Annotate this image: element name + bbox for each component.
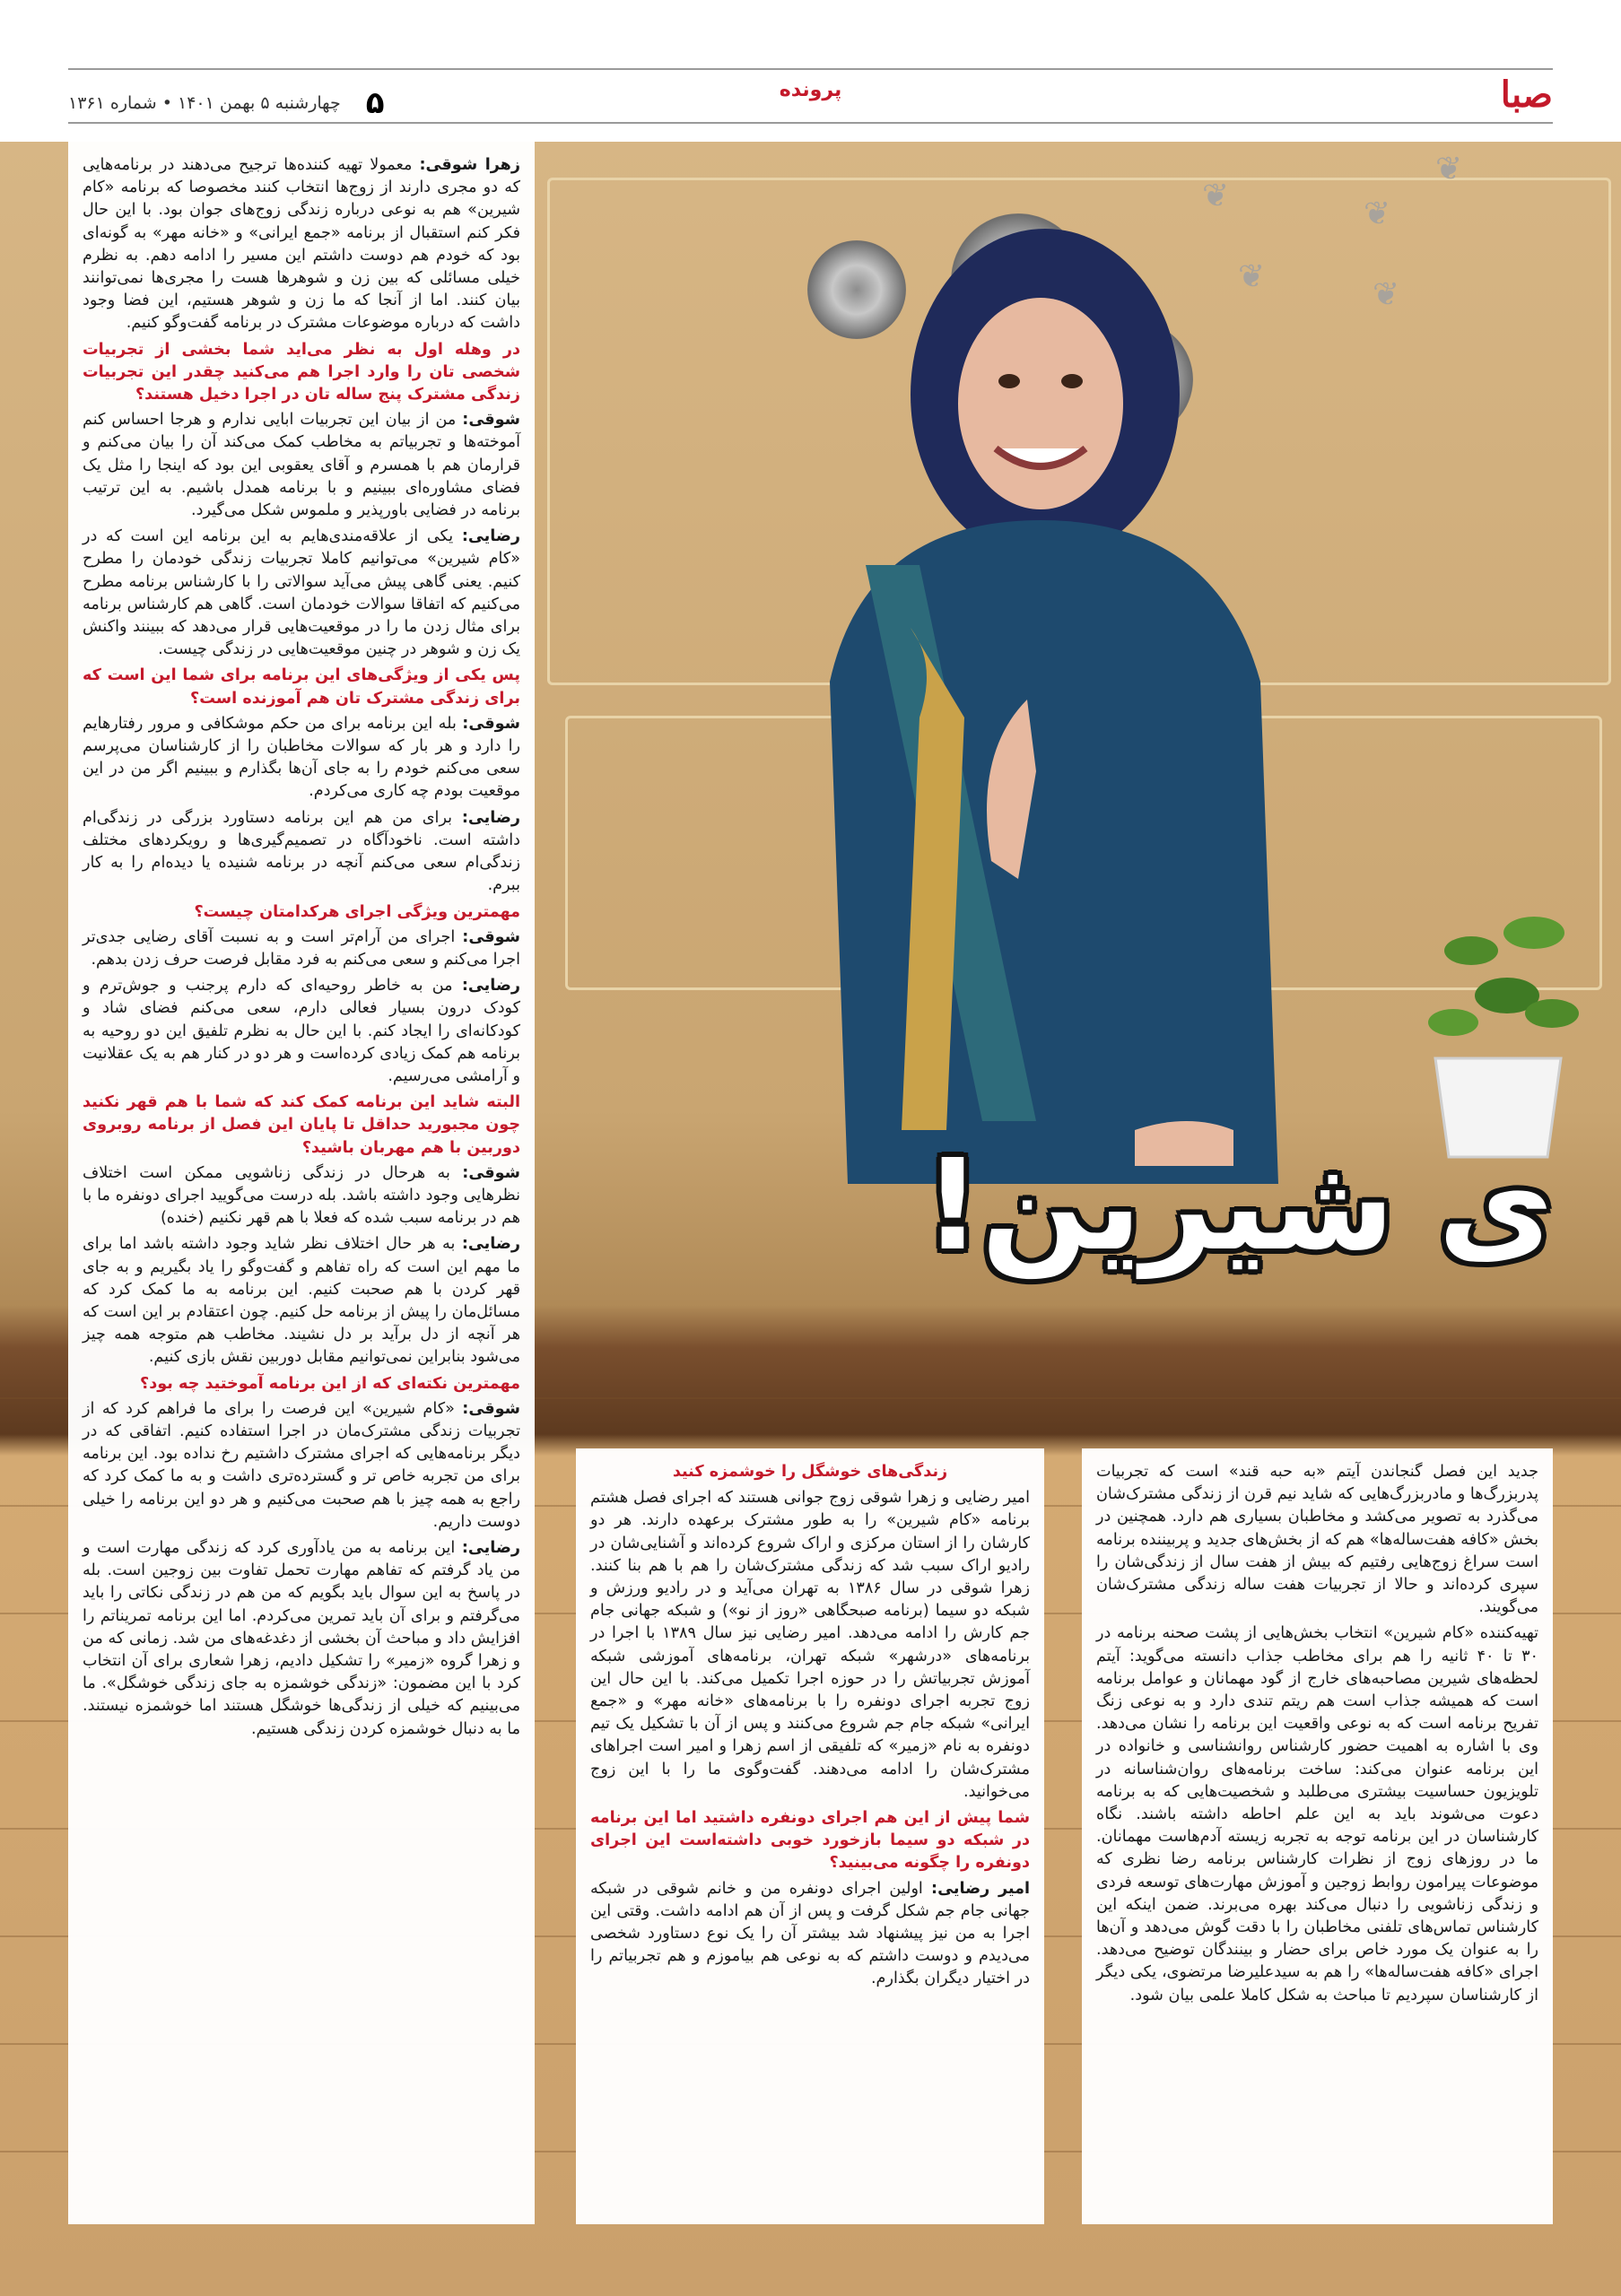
paragraph (83, 926, 520, 971)
butterfly-icon: ❦ (1202, 178, 1230, 214)
leaf-shape (1503, 917, 1564, 949)
interview-question: پس یکی از ویژگی‌های این برنامه برای شما این است که برای زندگی مشترک تان هم آموزنده است؟ (83, 666, 520, 708)
article-column-right (1082, 1448, 1553, 2224)
publication-logo: صبا (1500, 74, 1553, 116)
leaf-shape (1428, 1009, 1478, 1036)
issue-date: چهارشنبه ۵ بهمن ۱۴۰۱ • شماره ۱۳۶۱ (68, 93, 341, 113)
butterfly-icon: ❦ (1373, 276, 1400, 313)
speaker-name: رضایی: (461, 1235, 520, 1254)
paragraph (83, 975, 520, 1088)
paragraph-text: برای من هم این برنامه دستاورد بزرگی در زندگی‌ام داشته است. ناخودآگاه در تصمیم‌گیری‌ها و رویکردهای مختلف زندگی‌ام سعی می‌کنم آنچه در برنامه شنیده یا دیده‌ام را به کار ببرم. (83, 808, 520, 895)
speaker-name: زهرا شوقی: (419, 156, 520, 174)
paragraph-text: یکی از علاقه‌مندی‌هایم به این برنامه این است که در «کام شیرین» می‌توانیم کاملا تجربیات زندگی خودمان را مطرح کنیم. یعنی گاهی پیش می‌آید سوالاتی را با کارشناس برنامه مطرح می‌کنیم که اتفاقا سوالات خودمان است. گاهی هم کارشناس برنامه برای مثال زدن ما را در موقعیت‌هایی قرار می‌دهد که ببینند واکنش یک زن و شوهر در چنین موقعیت‌هایی در زندگی چیست. (83, 527, 520, 659)
butterfly-icon: ❦ (1435, 151, 1463, 187)
paragraph (590, 1487, 1030, 1804)
eye-shape (998, 374, 1020, 388)
paragraph-text: اجرای من آرام‌تر است و به نسبت آقای رضایی جدی‌تر اجرا می‌کنم و سعی می‌کنم به فرد مقابل فرصت حرف زدن بدهم. (83, 927, 520, 969)
eye-shape (1061, 374, 1083, 388)
interview-question: مهمترین ویژگی اجرای هرکدامتان چیست؟ (194, 902, 520, 921)
paragraph (83, 1398, 520, 1534)
paragraph-text: به هرحال در زندگی زناشویی ممکن است اختلاف نظرهایی وجود داشته باشد. بله درست می‌گویید اجرای دونفره ما با هم در برنامه سبب شده که فعلا با هم قهر نکنیم (خنده) (83, 1163, 520, 1228)
paragraph-text: امیر رضایی و زهرا شوقی زوج جوانی هستند که اجرای فصل هشتم برنامه «کام شیرین» را به طور مشترک برعهده دارند. هر دو کارشان را از استان مرکزی و اراک شروع کرده‌اند و آشنایی‌شان در رادیو اراک سبب شد که زندگی مشترک‌شان را هم با هم بنا کنند. زهرا شوقی در سال ۱۳۸۶ به تهران می‌آید و در رادیو ورزش و شبکه دو سیما (برنامه صبحگاهی «روز از نو») و شبکه جهانی جام جم کارش را ادامه می‌دهد. امیر رضایی نیز سال ۱۳۸۹ با اجرا در برنامه‌های «درشهر» شبکه تهران، برنامه‌های آموزشی شبکه آموزش تجربیاتش را در حوزه اجرا تکمیل می‌کند. با این حال این زوج تجربه اجرای دونفره را با برنامه‌های «خانه مهر» و «جمع ایرانی» شبکه جام جم شروع می‌کنند و پس از آن با تشکیل یک تیم دونفره به نام «زمیر» که تلفیقی از اسم زهرا و امیر است اجراهای مشترک‌شان را ادامه می‌دهند. گفت‌وگوی ما را با این زوج می‌خوانید. (590, 1489, 1030, 1801)
leaf-shape (1525, 999, 1579, 1028)
paragraph (83, 1162, 520, 1231)
article-column-left (68, 142, 535, 2224)
speaker-name: امیر رضایی: (931, 1879, 1030, 1898)
speaker-name: رضایی: (461, 527, 520, 546)
paragraph (83, 154, 520, 335)
speaker-name: شوقی: (462, 927, 520, 946)
paragraph-text: «کام شیرین» این فرصت را برای ما فراهم کرد که از تجربیات زندگی مشترک‌مان در اجرا استفاده کنیم. اتفاقی که در دیگر برنامه‌هایی که اجرای مشترک داشتیم رخ نداده بود. این برنامه برای من تجربه خاص تر و گسترده‌تری داشت و به ما کمک کرد که راجع به همه چیز با هم صحبت می‌کنیم و هر دو این برنامه را خیلی دوست داریم. (83, 1399, 520, 1531)
speaker-name: شوقی: (462, 1163, 520, 1182)
paragraph-text: من به خاطر روحیه‌ای که دارم پرجنب و جوش‌ترم و کودک درون بسیار فعالی دارم، سعی می‌کنم فضای شاد و کودکانه‌ای را ایجاد کنم. با این حال به نظرم تلفیق این دو روحیه به برنامه هم کمک زیادی کرده‌است و هر دو در کنار هم به یک عقلانیت و آرامشی می‌رسیم. (83, 977, 520, 1085)
speaker-name: شوقی: (462, 411, 520, 430)
interview-question: مهمترین نکته‌ای که از این برنامه آموختید چه بود؟ (140, 1374, 520, 1393)
speaker-name: شوقی: (462, 714, 520, 733)
speaker-name: شوقی: (462, 1399, 520, 1418)
speaker-name: رضایی: (461, 977, 520, 996)
paragraph (1096, 1622, 1538, 2006)
paragraph-text: اولین اجرای دونفره من و خانم شوقی در شبکه جهانی جام جم شکل گرفت و پس از آن هم ادامه داشت. وقتی این اجرا به من نیز پیشنهاد شد بیشتر آن را یک نوع دستاورد شخصی می‌دیدم و دوست داشتم که به نوعی هم بیاموزم و هم تجربیاتم را در اختیار دیگران بگذارم. (590, 1879, 1030, 1988)
article-column-middle (576, 1448, 1044, 2224)
paragraph-text: جدید این فصل گنجاندن آیتم «به حبه قند» است که تجربیات پدربزرگ‌ها و مادربزرگ‌هایی که شاید نیم قرن از زندگی مشترک‌شان می‌گذرد به تصویر می‌کشد و مخاطبان بسیاری هم دارد. همچنین در بخش «کافه هفت‌ساله‌ها» هم که از بخش‌های جدید و پربیننده برنامه است سراغ زوج‌هایی رفتیم که بیش از هفت سال از زندگی‌شان را سپری کرده‌اند و حالا از تجربیات هفت ساله زندگی مشترک‌شان می‌گویند. (1096, 1463, 1538, 1617)
paragraph (83, 807, 520, 898)
paragraph-text: معمولا تهیه کننده‌ها ترجیح می‌دهند در برنامه‌هایی که دو مجری دارند از زوج‌ها انتخاب کنند مخصوصا که برنامه «کام شیرین» هم به نوعی درباره زندگی زوج‌های جوان بود. با این حال فکر کنم استقبال از برنامه «جمع ایرانی» و «خانه مهر» به گونه‌ای بود که خودم هم دوست داشتم این مسیر را ادامه دهم. به نظرم خیلی مسائلی که بین زن و شوهرها هست را مجری‌ها نمی‌توانند بیان کنند. اما از آنجا که ما زن و شوهر هستیم، این فضا وجود داشت که درباره موضوعات مشترک در برنامه گفت‌وگو کنیم. (83, 156, 520, 333)
speaker-name: رضایی: (461, 808, 520, 827)
paragraph-text: من از بیان این تجربیات ابایی ندارم و هرجا احساس کنم آموخته‌ها و تجربیاتم به مخاطب کمک می‌کند آن را بیان می‌کنم و قرارمان هم با همسرم و آقای یعقوبی این بود که اینجا را مثل یک فضای مشاوره‌ای ببینیم و با برنامه همدل باشیم. به این ترتیب برنامه در فضایی باورپذیر و ملموس شکل می‌گیرد. (83, 411, 520, 520)
paragraph-text: تهیه‌کننده «کام شیرین» انتخاب بخش‌هایی از پشت صحنه برنامه در ۳۰ تا ۴۰ ثانیه را هم برای مخاطب جذاب دانسته می‌گوید: آیتم لحظه‌های شیرین مصاحبه‌های خارج از گود مهمانان و عوامل برنامه است که همیشه جذاب است هم ریتم تندی دارد و به نوعی زنگ تفریح برنامه است که به نوعی واقعیت این برنامه را نشان می‌دهد. وی با اشاره به اهمیت حضور کارشناس روانشناسی و خانواده در این برنامه عنوان می‌کند: ساخت برنامه‌های روان‌شناسانه در تلویزیون حساسیت بیشتری می‌طلبد و شخصیت‌هایی که به برنامه دعوت می‌شوند باید به این علم احاطه داشته باشند. نگاه کارشناسان در این برنامه توجه به تجربه زیسته آدم‌هاست مهمانان. ما در روزهای زوج از نظرات کارشناس برنامه رضا نظری که موضوعات پیرامون روابط زوجین و آموزش مهارت‌های توسعه فردی و زندگی زناشویی را دنبال می‌کند بهره می‌برند. ضمن اینکه این کارشناس تماس‌های تلفنی مخاطبان را با دقت گوش می‌دهد و آن‌ها را به عنوان یک مورد خاص برای حضار و بینندگان توضیح می‌دهد. اجرای «کافه هفت‌ساله‌ها» را هم به سیدعلیرضا مرتضوی، یکی دیگر از کارشناسان سپردیم تا مباحث به شکل کاملا علمی بیان شود. (1096, 1624, 1538, 2005)
page-number: ۵ (365, 85, 385, 121)
paragraph (83, 713, 520, 804)
interview-question: البته شاید این برنامه کمک کند که شما با هم قهر نکنید چون مجبورید حداقل تا پایان این فصل از برنامه روبروی دوربین با هم مهربان باشید؟ (83, 1093, 520, 1157)
headline: ی شیرین! (924, 1133, 1554, 1279)
presenter-image (812, 179, 1278, 1184)
paragraph-text: بله این برنامه برای من حکم موشکافی و مرور رفتارهایم را دارد و هر بار که سوالات مخاطبان را از کارشناسان می‌پرسم سعی می‌کنم خودم را به جای آن‌ها بگذارم و ببینیم اگر من در این موقعیت بودم چه کاری می‌کردم. (83, 714, 520, 801)
paragraph (83, 526, 520, 661)
leaf-shape (1444, 936, 1498, 965)
butterfly-icon: ❦ (1238, 258, 1266, 295)
subheading: زندگی‌های خوشگل را خوشمزه کنید (672, 1463, 948, 1481)
section-title: پرونده (779, 79, 842, 101)
paragraph (83, 409, 520, 522)
issue-info (68, 81, 385, 121)
paragraph (1096, 1461, 1538, 1619)
butterfly-icon: ❦ (1364, 196, 1391, 232)
paragraph-text: این برنامه به من یادآوری کرد که زندگی مهارت است و من یاد گرفتم که تفاهم مهارت تحمل تفاوت بین زوجین است. بله در پاسخ به این سوال باید بگویم که من هم در زندگی نکاتی را باید می‌گرفتم و برای آن باید تمرین می‌کردم. اما این برنامه تمریناتم را افزایش داد و مباحث آن بخشی از دغدغه‌های من شد. زمانی که من و زهرا گروه «زمیر» را تشکیل دادیم، زهرا شعاری برای آن انتخاب کرد با این مضمون: «زندگی خوشمزه به جای زندگی خوشگل». ما می‌بینیم که خیلی از زندگی‌ها خوشگل هستند اما خوشمزه نیستند. ما به دنبال خوشمزه کردن زندگی هستیم. (83, 1538, 520, 1738)
paragraph-text: به هر حال اختلاف نظر شاید وجود داشته باشد اما برای ما مهم این است که راه تفاهم و گفت‌وگو را یاد بگیریم و به جای قهر کردن با هم صحبت کنیم. این برنامه به ما کمک کرد که مسائل‌مان را پیش از برنامه حل کنیم. چون اعتقادم بر این است که هر آنچه از دل برآید بر دل نشیند. مخاطب هم متوجه همه چیز می‌شود بنابراین نمی‌توانیم مقابل دوربین نقش بازی کنیم. (83, 1235, 520, 1367)
paragraph (590, 1878, 1030, 1991)
face-shape (958, 298, 1123, 509)
interview-question: شما پیش از این هم اجرای دونفره داشتید اما این برنامه در شبکه دو سیما بازخورد خوبی داشته‌است این اجرای دونفره را چگونه می‌بینید؟ (590, 1809, 1030, 1873)
page-header (68, 68, 1553, 124)
interview-question: در وهله اول به نظر می‌اید شما بخشی از تجربیات شخصی تان را وارد اجرا هم می‌کنید چقدر این تجربیات زندگی مشترک پنج ساله تان در اجرا دخیل هستند؟ (83, 340, 520, 404)
speaker-name: رضایی: (461, 1538, 520, 1557)
plant-image (1399, 879, 1597, 1166)
paragraph (83, 1537, 520, 1741)
paragraph (83, 1233, 520, 1369)
